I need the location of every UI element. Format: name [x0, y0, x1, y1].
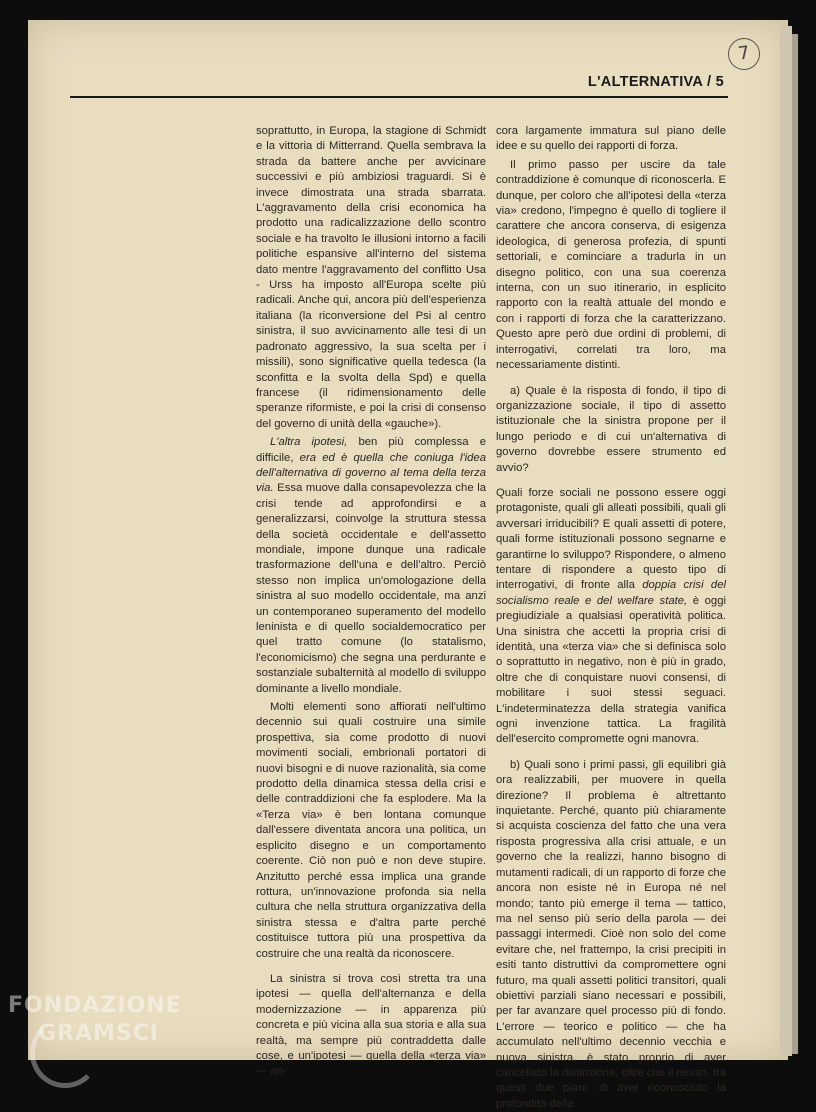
paragraph: Il primo passo per uscire da tale contraddizione è comunque di riconoscerla. E dunque, per coloro che all'ipotesi della «terza via» credono, l'impegno è quello di togliere il carattere che ancora conserva, di esigenza ideologica, di generosa profezia, di spunti settoriali, e cominciare a tradurla in un disegno politico, con una sua coerenza interna, con un suo itinerario, in esplicito rapporto con la realtà attuale del mondo e con i rapporti di forza che la caratterizzano. Questo apre però due ordini di problemi, di interrogativi, correlati tra loro, ma necessariamente distinti.	[496, 158, 726, 372]
running-header: L'ALTERNATIVA / 5	[587, 74, 724, 90]
watermark-line-2: GRAMSCI	[38, 1021, 160, 1046]
text-run: è oggi pregiudiziale a qualsiasi operatività politica. Una sinistra che accetti la propria crisi di identità, una «terza via» che si definisca solo o soprattutto in negativo, non è più in grado, oltre che di conquistare nuovi consensi, di mobilitare i suoi stessi seguaci. L'indeterminatezza della strategia vanifica ogni invenzione tattica. La fragilità dell'esercito compromette ogni manovra.	[496, 594, 726, 746]
page-edge	[780, 26, 792, 1056]
paragraph	[496, 486, 726, 748]
paragraph: La sinistra si trova così stretta tra una ipotesi — quella dell'alternanza e della modernizzazione — in apparenza più concreta e più vicina alla sua storia e alla sua realtà, ma sempre più contraddetta dalle cose, e un'ipotesi — quella della «terza via» — an-	[256, 972, 486, 1078]
header-rule	[70, 96, 728, 98]
text-column-left	[256, 124, 486, 1080]
text-run: ben più complessa e difficile,	[256, 436, 486, 464]
text-column-right	[496, 124, 726, 1112]
italic-phrase: era ed è quella che coniuga l'idea dell'alternativa di governo al tema della terza via.	[256, 451, 486, 495]
handwritten-page-number: 7	[726, 36, 762, 72]
text-run: Essa muove dalla consapevolezza che la crisi tende ad approfondirsi e a generalizzarsi, coinvolge la struttura stessa della società occidentale e dell'assetto mondiale, impone dunque una radicale trasformazione dell'una e dell'altro. Perciò stesso non implica un'omologazione della sinistra al suo modello occidentale, ma anzi un contemporaneo superamento del modello leninista e di quello socialdemocratico per quel tratto comune (lo statalismo, l'economicismo) che segna una perdurante e sostanziale subalternità al modello di sviluppo dominante a livello mondiale.	[256, 482, 486, 695]
paragraph: soprattutto, in Europa, la stagione di Schmidt e la vittoria di Mitterrand. Quella sembrava la strada da battere anche per avvicinare successivi e più ambiziosi traguardi. Si è invece dimostrata una strada sbarrata. L'aggravamento della crisi economica ha prodotto una radicalizzazione dello scontro sociale e ha travolto le illusioni intorno a facili politiche espansive all'interno del sistema dato mentre l'aggravamento del conflitto Usa - Urss ha imposto all'Europa scelte più radicali. Anche qui, ancora più dell'esperienza italiana (la riconversione del Psi al centro sinistra, il suo avvicinamento alle tesi di un padronato aggressivo, la sua scelta per i missili), sono significative quella tedesca (la sconfitta e la svolta della Spd) e quella francese (il ridimensionamento delle speranze riformiste, e poi la crisi di consenso del governo di unità della «gauche»).	[256, 125, 486, 430]
paragraph	[256, 435, 486, 697]
paragraph: b) Quali sono i primi passi, gli equilibri già ora realizzabili, per muovere in quella direzione? Il problema è altrettanto inquietante. Perché, quanto più chiaramente si acquista coscienza del fatto che una vera risposta progressiva alla crisi attuale, e un governo che la realizzi, hanno bisogno di mutamenti radicali, di un rapporto di forze che ancora non esiste né in Europa né nel mondo; tanto più emerge il tema — tattico, ma nel senso più serio della parola — dei passaggi intermedi. Cioè non solo del come evitare che, nel frattempo, la crisi precipiti in esiti tanto distruttivi da compromettere ogni futuro, ma quali assetti politici transitori, quali obiettivi parziali siano necessari e possibili, per far avanzare quel processo più di fondo. L'errore — teorico e politico — che ha accumulato nell'ultimo decennio vecchia e nuova sinistra, è stato proprio di aver cancellato la distinzione, oltre che il nesso, tra questi due piani: di aver riconosciuto la profondità della	[496, 758, 726, 1110]
page-edge-shadow	[792, 34, 798, 1054]
paragraph: Molti elementi sono affiorati nell'ultimo decennio sui quali costruire una simile prospettiva, sia come prodotto di nuovi movimenti sociali, embrionali portatori di nuovi bisogni e di nuove razionalità, sia come prodotto della dinamica stessa della crisi e delle contraddizioni che fa esplodere. Ma la «Terza via» è ben lontana comunque dall'essere diventata ancora una politica, un esplicito disegno e un comportamento coerente. Ciò non può e non deve stupire. Anzitutto perché essa implica una grande rottura, un'innovazione profonda sia nella cultura che nella struttura organizzativa della sinistra stessa e d'altra parte perché costituisce tuttora più una prospettiva da costruire che una realtà da riconoscere.	[256, 701, 486, 960]
paragraph: a) Quale è la risposta di fondo, il tipo di organizzazione sociale, il tipo di assetto istituzionale che la sinistra propone per il lungo periodo e di cui un'alternativa di governo dovrebbe essere strumento ed avvio?	[496, 384, 726, 474]
paragraph: cora largamente immatura sul piano delle idee e su quello dei rapporti di forza.	[496, 125, 726, 153]
text-run: Quali forze sociali ne possono essere oggi protagoniste, quali gli alleati possibili, quali gli avversari irriducibili? E quali assetti di potere, quali forme istituzionali possono segnarne e garantirne lo sviluppo? Rispondere, o almeno tentare di rispondere a questo tipo di interrogativi, di fronte alla	[496, 486, 726, 592]
watermark-line-1: FONDAZIONE	[8, 993, 182, 1018]
archive-watermark	[8, 992, 208, 1048]
italic-phrase: L'altra ipotesi,	[270, 436, 348, 449]
italic-phrase: doppia crisi del socialismo reale e del welfare state,	[496, 579, 727, 607]
